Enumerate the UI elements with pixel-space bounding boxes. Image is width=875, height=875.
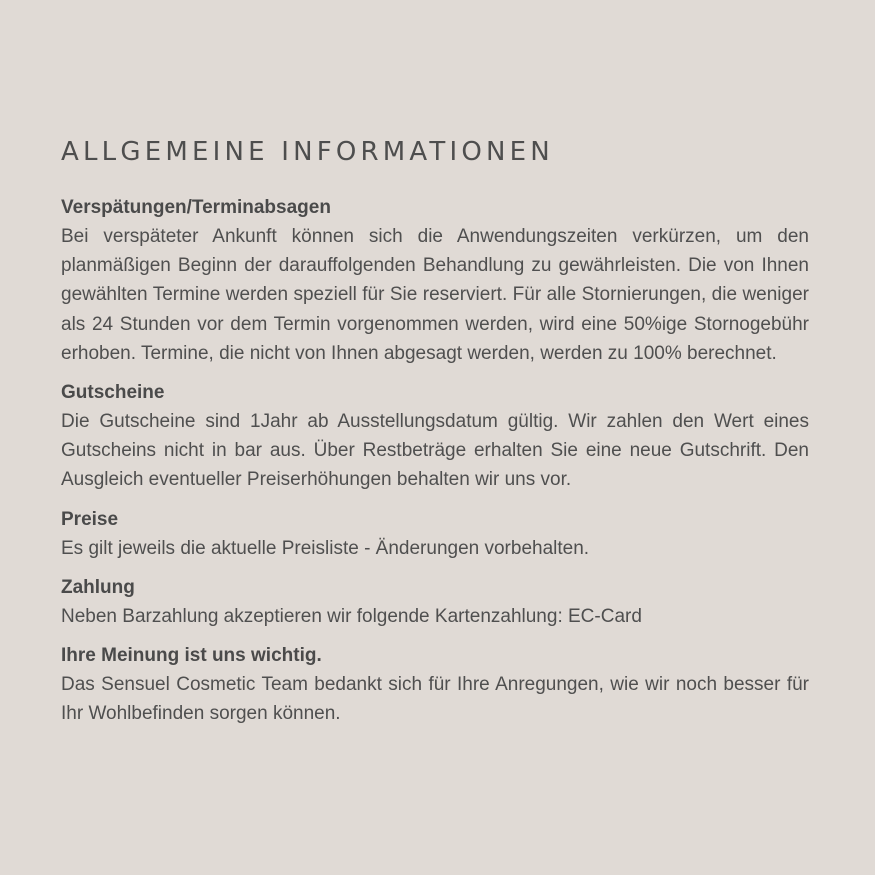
section-vouchers <box>61 378 809 495</box>
section-late-arrival-cancellation <box>61 193 809 368</box>
section-text: Die Gutscheine sind 1Jahr ab Ausstellungsdatum gültig. Wir zahlen den Wert eines Gutscheins nicht in bar aus. Über Restbeträge erhalten Sie eine neue Gutschrift. Den Ausgleich eventueller Preiserhöhungen behalten wir uns vor. <box>61 411 809 491</box>
section-text: Das Sensuel Cosmetic Team bedankt sich für Ihre Anregungen, wie wir noch besser für Ihr Wohlbefinden sorgen können. <box>61 674 809 725</box>
information-page <box>61 136 809 738</box>
section-heading: Zahlung <box>61 576 135 598</box>
section-text: Es gilt jeweils die aktuelle Preisliste - Änderungen vorbehalten. <box>61 537 590 559</box>
section-heading: Ihre Meinung ist uns wichtig. <box>61 645 322 667</box>
section-heading: Gutscheine <box>61 382 165 404</box>
section-heading: Preise <box>61 508 119 530</box>
section-heading: Verspätungen/Terminabsagen <box>61 197 331 218</box>
page-title: ALLGEMEINE INFORMATIONEN <box>61 137 554 167</box>
section-payment <box>61 573 809 631</box>
section-text: Bei verspäteter Ankunft können sich die Anwendungszeiten verkürzen, um den planmäßigen Beginn der darauffolgenden Behandlung zu gewährleisten. Die von Ihnen gewählten Termine werden speziell für Sie reserviert. Für alle Stornierungen, die weniger als 24 Stunden vor dem Termin vorgenommen werden, wird eine 50%ige Stornogebühr erhoben. Termine, die nicht von Ihnen abgesagt werden, werden zu 100% berechnet. <box>61 226 809 364</box>
section-feedback <box>61 641 809 728</box>
section-prices <box>61 505 809 563</box>
section-text: Neben Barzahlung akzeptieren wir folgende Kartenzahlung: EC-Card <box>61 605 642 627</box>
